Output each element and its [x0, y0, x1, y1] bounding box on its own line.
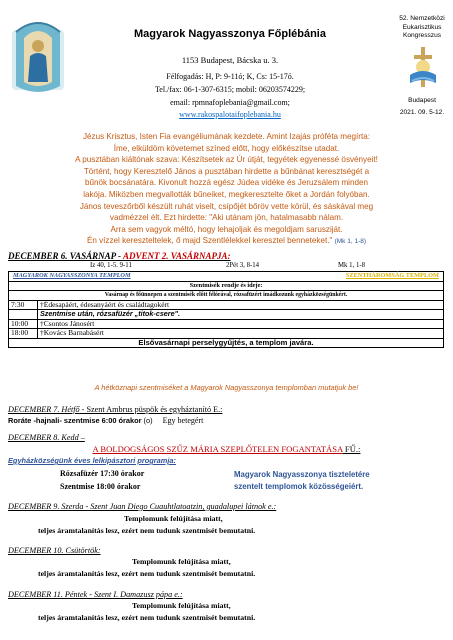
email-line: email: rpmnafoplebania@gmail.com; — [170, 98, 290, 107]
dec8-mass: Szentmise 18:00 órakor — [60, 482, 141, 491]
mass-time: 18:00 — [9, 329, 38, 339]
table-row — [9, 329, 444, 339]
dec8-retreat: Egyházközségünk éves lelkipásztori programja: — [8, 456, 176, 465]
church-1: MAGYAROK NAGYASSZONYA TEMPLOM — [13, 272, 131, 280]
mass-intention: Szentmise után, rózsafüzér „titok-csere". — [38, 310, 444, 320]
mass-time: 10:00 — [9, 319, 38, 329]
dec7-heading — [8, 405, 222, 414]
dec8-feast — [6, 444, 447, 454]
weekday-note: A hétköznapi szentmiséket a Magyarok Nagyasszonya templomban mutatjuk be! — [94, 383, 359, 392]
dec7-intention: Egy betegért — [162, 416, 204, 425]
gospel-line: János teveszőrből készült ruhát viselt, csípőjét bőröv vette körül, és sáskával meg — [79, 201, 374, 211]
dec10-renovation-1: Templomunk felújítása miatt, — [132, 557, 231, 566]
gospel-line: Íme, elküldöm követemet színed előtt, hogy előkészítse utadat. — [113, 143, 340, 153]
mass-intention: †Édesapáért, édesanyáért és családtagokért — [38, 300, 444, 310]
dec9-renovation-2: teljes áramtalanítás lesz, ezért nem tudunk szentmisét bemutatni. — [38, 526, 256, 535]
parish-logo — [6, 12, 70, 98]
dec11-heading: DECEMBER 11. Péntek - Szent I. Damazusz pápa e.: — [8, 590, 183, 599]
congress-info — [392, 15, 452, 41]
phone-line: Tel./fax: 06-1-307-6315; mobil: 06203574229; — [154, 85, 306, 94]
congress-logo — [406, 45, 440, 89]
dec10-heading: DECEMBER 10. Csütörtök: — [8, 546, 101, 555]
congress-line-1: 52. Nemzetközi — [399, 15, 445, 22]
table-row — [9, 319, 444, 329]
mass-time: 7:30 — [9, 300, 38, 310]
gospel-line: A pusztában kiáltónak szava: Készítsetek az Úr útját, tegyétek egyenessé ösvényeit! — [75, 155, 378, 165]
congress-line-3: Kongresszus — [402, 32, 442, 40]
mass-intention: †Csontos Jánosért — [38, 319, 444, 329]
mass-intention: †Kovács Barnabásért — [38, 329, 444, 339]
dec11-renovation-2: teljes áramtalanítás lesz, ezért nem tudunk szentmisét bemutatni. — [38, 613, 256, 622]
congress-dates: 2021. 09. 5-12. — [399, 109, 445, 116]
table-row — [9, 310, 444, 320]
rosary-notice: Vasárnap és főünnepen a szentmisék előtt félórával, rózsafüzért imádkozunk egyházközségünkért. — [9, 291, 444, 301]
reading-3: Mk 1, 1-8 — [338, 262, 365, 269]
dec8-heading: DECEMBER 8. Kedd – — [8, 433, 85, 442]
dec7-location: (o) — [141, 416, 153, 425]
dec9-renovation-1: Templomunk felújítása miatt, — [124, 514, 223, 523]
gospel-line — [6, 235, 447, 248]
dec9-heading: DECEMBER 9. Szerda - Szent Juan Diego Cuauhtlatoatzin, guadalupei látnok e.: — [8, 502, 277, 511]
dec8-intention-line: szentelt templomok közösségeiért. — [234, 482, 364, 491]
dec8-intention-line: Magyarok Nagyasszonya tiszteletére — [234, 470, 370, 479]
website-link[interactable]: www.rakospalotaifoplebania.hu — [179, 110, 281, 119]
table-row — [9, 300, 444, 310]
dec11-renovation-1: Templomunk felújítása miatt, — [132, 601, 231, 610]
gospel-line: Jézus Krisztus, Isten Fia evangéliumának kezdete. Amint Izajás próféta megírta: — [82, 132, 370, 141]
dec7-mass — [8, 416, 448, 425]
sunday-date: DECEMBER 6. VASÁRNAP - — [8, 251, 123, 261]
dec8-intention — [234, 469, 370, 493]
reading-1: Iz 40, 1-5. 9-11 — [90, 262, 132, 269]
collection-notice: Elsővasárnapi perselygyűjtés, a templom javára. — [9, 338, 444, 348]
office-hours: Félfogadás: H, P: 9-11ó; K, Cs: 15-17ó. — [166, 72, 294, 81]
reading-2: 2Pét 3, 8-14 — [226, 262, 260, 269]
gospel-reference: (Mk 1, 1-8) — [334, 238, 367, 246]
sunday-title: ADVENT 2. VASÁRNAPJA: — [122, 251, 231, 261]
congress-city: Budapest — [408, 97, 436, 104]
gospel-last-line: Én vízzel kereszteltelek, ő majd Szentlélekkel keresztel benneteket." — [86, 236, 333, 246]
dec7-date: DECEMBER 7. Hétfő — [8, 405, 80, 414]
gospel-line: bűnök bocsánatára. Kivonult hozzá egész Júdea vidéke és Jeruzsálem minden — [84, 178, 368, 188]
parish-address: 1153 Budapest, Bácska u. 3. — [181, 55, 279, 65]
gospel-line: vadmézzel élt. Ezt hirdette: "Aki utánam jön, hatalmasabb nálam. — [109, 213, 344, 223]
dec8-rosary: Rózsafüzér 17:30 órakor — [60, 469, 145, 478]
church-2: SZENTHÁROMSÁG TEMPLOM — [345, 272, 439, 280]
gospel-line: lakója. Miközben megvallották bűneiket, megkeresztelte őket a Jordán folyóban. — [83, 189, 370, 199]
sunday-heading — [8, 251, 231, 261]
dec10-renovation-2: teljes áramtalanítás lesz, ezért nem tudunk szentmisét bemutatni. — [38, 569, 256, 578]
dec8-feast-title: A BOLDOGSÁGOS SZŰZ MÁRIA SZEPLŐTELEN FOGANTATÁSA — [92, 444, 343, 454]
congress-line-2: Eukarisztikus — [402, 23, 442, 31]
dec8-feast-rank: FŰ.: — [342, 444, 361, 454]
dec7-mass-time: Roráte -hajnali- szentmise 6:00 órakor — [8, 416, 142, 425]
dec7-saint: - Szent Ambrus püspök és egyháztanító E.: — [79, 405, 223, 414]
gospel-line: Történt, hogy Keresztelő János a pusztában hirdette a bűnbánat keresztségét a — [83, 166, 370, 176]
parish-title: Magyarok Nagyasszonya Főplébánia — [134, 28, 326, 40]
mass-schedule-table — [8, 271, 444, 348]
mass-order-title: Szentmisék rendje és ideje: — [9, 281, 444, 291]
gospel-line: Arra sem vagyok méltó, hogy lehajoljak és megoldjam sarusziját. — [110, 224, 343, 234]
mass-time — [9, 310, 38, 320]
gospel-text — [6, 131, 447, 248]
